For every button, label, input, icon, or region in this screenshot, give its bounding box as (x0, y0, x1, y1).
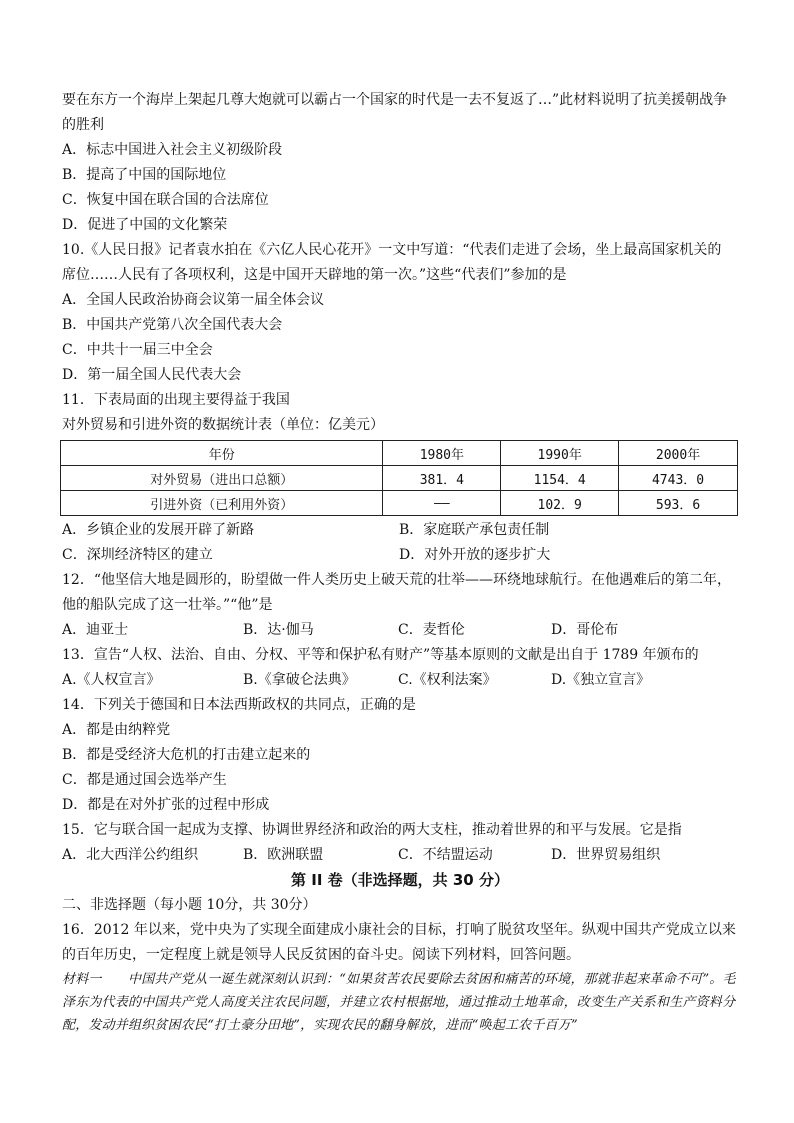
q10-stem-line1: 10.《人民日报》记者袁水拍在《六亿人民心花开》一文中写道：“代表们走进了会场，坐上最高国家机关的 (62, 242, 722, 258)
q13-option-b: B.《拿破仑法典》 (243, 672, 356, 688)
q9-option-b: B．提高了中国的国际地位 (62, 167, 227, 183)
q14-option-d: D．都是在对外扩张的过程中形成 (62, 797, 270, 813)
table-header-row (61, 441, 738, 466)
q10-option-b: B．中国共产党第八次全国代表大会 (62, 317, 283, 333)
q15-option-d: D．世界贸易组织 (551, 847, 661, 863)
q11-options-row2 (62, 543, 738, 568)
q9-stem-line2: 的胜利 (62, 117, 104, 133)
q11-stem: 11．下表局面的出现主要得益于我国 (62, 392, 290, 408)
table-cell: 1154．4 (501, 466, 619, 491)
q14-option-b: B．都是受经济大危机的打击建立起来的 (62, 747, 311, 763)
q14-option-c: C．都是通过国会选举产生 (62, 772, 227, 788)
q15-option-a: A．北大西洋公约组织 (62, 847, 199, 863)
table-cell: 4743．0 (619, 466, 738, 491)
q16-stem-line1: 16．2012 年以来，党中央为了实现全面建成小康社会的目标，打响了脱贫攻坚年。纵观中国共产党成立以来 (62, 922, 736, 938)
section-2-title: 第 II 卷（非选择题，共 30 分） (291, 871, 509, 889)
q12-option-d: D．哥伦布 (551, 622, 619, 638)
q9-option-c: C．恢复中国在联合国的合法席位 (62, 192, 269, 208)
q9-option-a: A．标志中国进入社会主义初级阶段 (62, 142, 283, 158)
table-header-cell: 1990年 (501, 441, 619, 466)
q11-table-title: 对外贸易和引进外资的数据统计表（单位：亿美元） (62, 417, 384, 433)
q13-options (62, 668, 738, 693)
q12-stem-line1: 12．“他坚信大地是圆形的，盼望做一件人类历史上破天荒的壮举——环绕地球航行。在他遇难后的第二年， (62, 572, 731, 588)
q11-data-table (60, 440, 738, 516)
table-header-cell: 1980年 (383, 441, 501, 466)
q16-stem-line2: 的百年历史，一定程度上就是领导人民反贫困的奋斗史。阅读下列材料，回答问题。 (62, 947, 580, 963)
q9-stem-line1: 要在东方一个海岸上架起几尊大炮就可以霸占一个国家的时代是一去不复返了…”此材料说明了抗美援朝战争 (62, 92, 728, 108)
table-cell: —— (383, 491, 501, 516)
q11-option-a: A．乡镇企业的发展开辟了新路 (62, 522, 255, 538)
q10-stem-line2: 席位……人民有了各项权利，这是中国开天辟地的第一次。”这些“代表们”参加的是 (62, 267, 567, 283)
q12-stem-line2: 他的船队完成了这一壮举。”“他”是 (62, 597, 273, 613)
q15-option-b: B．欧洲联盟 (243, 847, 324, 863)
q10-option-c: C．中共十一届三中全会 (62, 342, 213, 358)
q11-options-row1 (62, 518, 738, 543)
q14-stem: 14．下列关于德国和日本法西斯政权的共同点，正确的是 (62, 697, 416, 713)
q14-option-a: A．都是由纳粹党 (62, 722, 171, 738)
q11-option-c: C．深圳经济特区的建立 (62, 547, 213, 563)
q12-option-c: C．麦哲伦 (398, 622, 465, 638)
table-header-cell: 年份 (61, 441, 383, 466)
section-2-subtitle: 二、非选择题（每小题 10分，共 30分） (62, 897, 317, 913)
q13-option-d: D.《独立宣言》 (551, 672, 651, 688)
q11-option-b: B．家庭联产承包责任制 (399, 522, 550, 538)
table-cell: 593．6 (619, 491, 738, 516)
q15-stem: 15．它与联合国一起成为支撑、协调世界经济和政治的两大支柱，推动着世界的和平与发展。它是指 (62, 822, 682, 838)
table-cell: 102．9 (501, 491, 619, 516)
table-row-label: 对外贸易（进出口总额） (61, 466, 383, 491)
q10-option-a: A．全国人民政治协商会议第一届全体会议 (62, 292, 325, 308)
q13-option-a: A.《人权宣言》 (62, 672, 161, 688)
q9-option-d: D．促进了中国的文化繁荣 (62, 217, 228, 233)
q13-stem: 13．宣告“人权、法治、自由、分权、平等和保护私有财产”等基本原则的文献是出自于 1789 年颁布的 (62, 647, 699, 663)
table-row-label: 引进外资（已利用外资） (61, 491, 383, 516)
q12-options (62, 618, 738, 643)
table-cell: 381．4 (383, 466, 501, 491)
table-header-cell: 2000年 (619, 441, 738, 466)
exam-page (62, 88, 738, 1037)
q11-option-d: D．对外开放的逐步扩大 (399, 547, 551, 563)
q12-option-b: B．达·伽马 (243, 622, 314, 638)
table-row (61, 491, 738, 516)
table-row (61, 466, 738, 491)
q15-option-c: C．不结盟运动 (398, 847, 493, 863)
q15-options (62, 843, 738, 868)
q16-material-1: 材料一 中国共产党从一诞生就深刻认识到：“如果贫苦农民要除去贫困和痛苦的环境，那就非起来革命不可”。毛泽东为代表的中国共产党人高度关注农民问题，并建立农村根据地，通过推动土地革命，改变生产关系和生产资料分配，发动并组织贫困农民“打土豪分田地”，实现农民的翻身解放，进而“唤起工农千百万” (62, 972, 736, 1033)
q13-option-c: C.《权利法案》 (398, 672, 497, 688)
q10-option-d: D．第一届全国人民代表大会 (62, 367, 242, 383)
q12-option-a: A．迪亚士 (62, 622, 129, 638)
